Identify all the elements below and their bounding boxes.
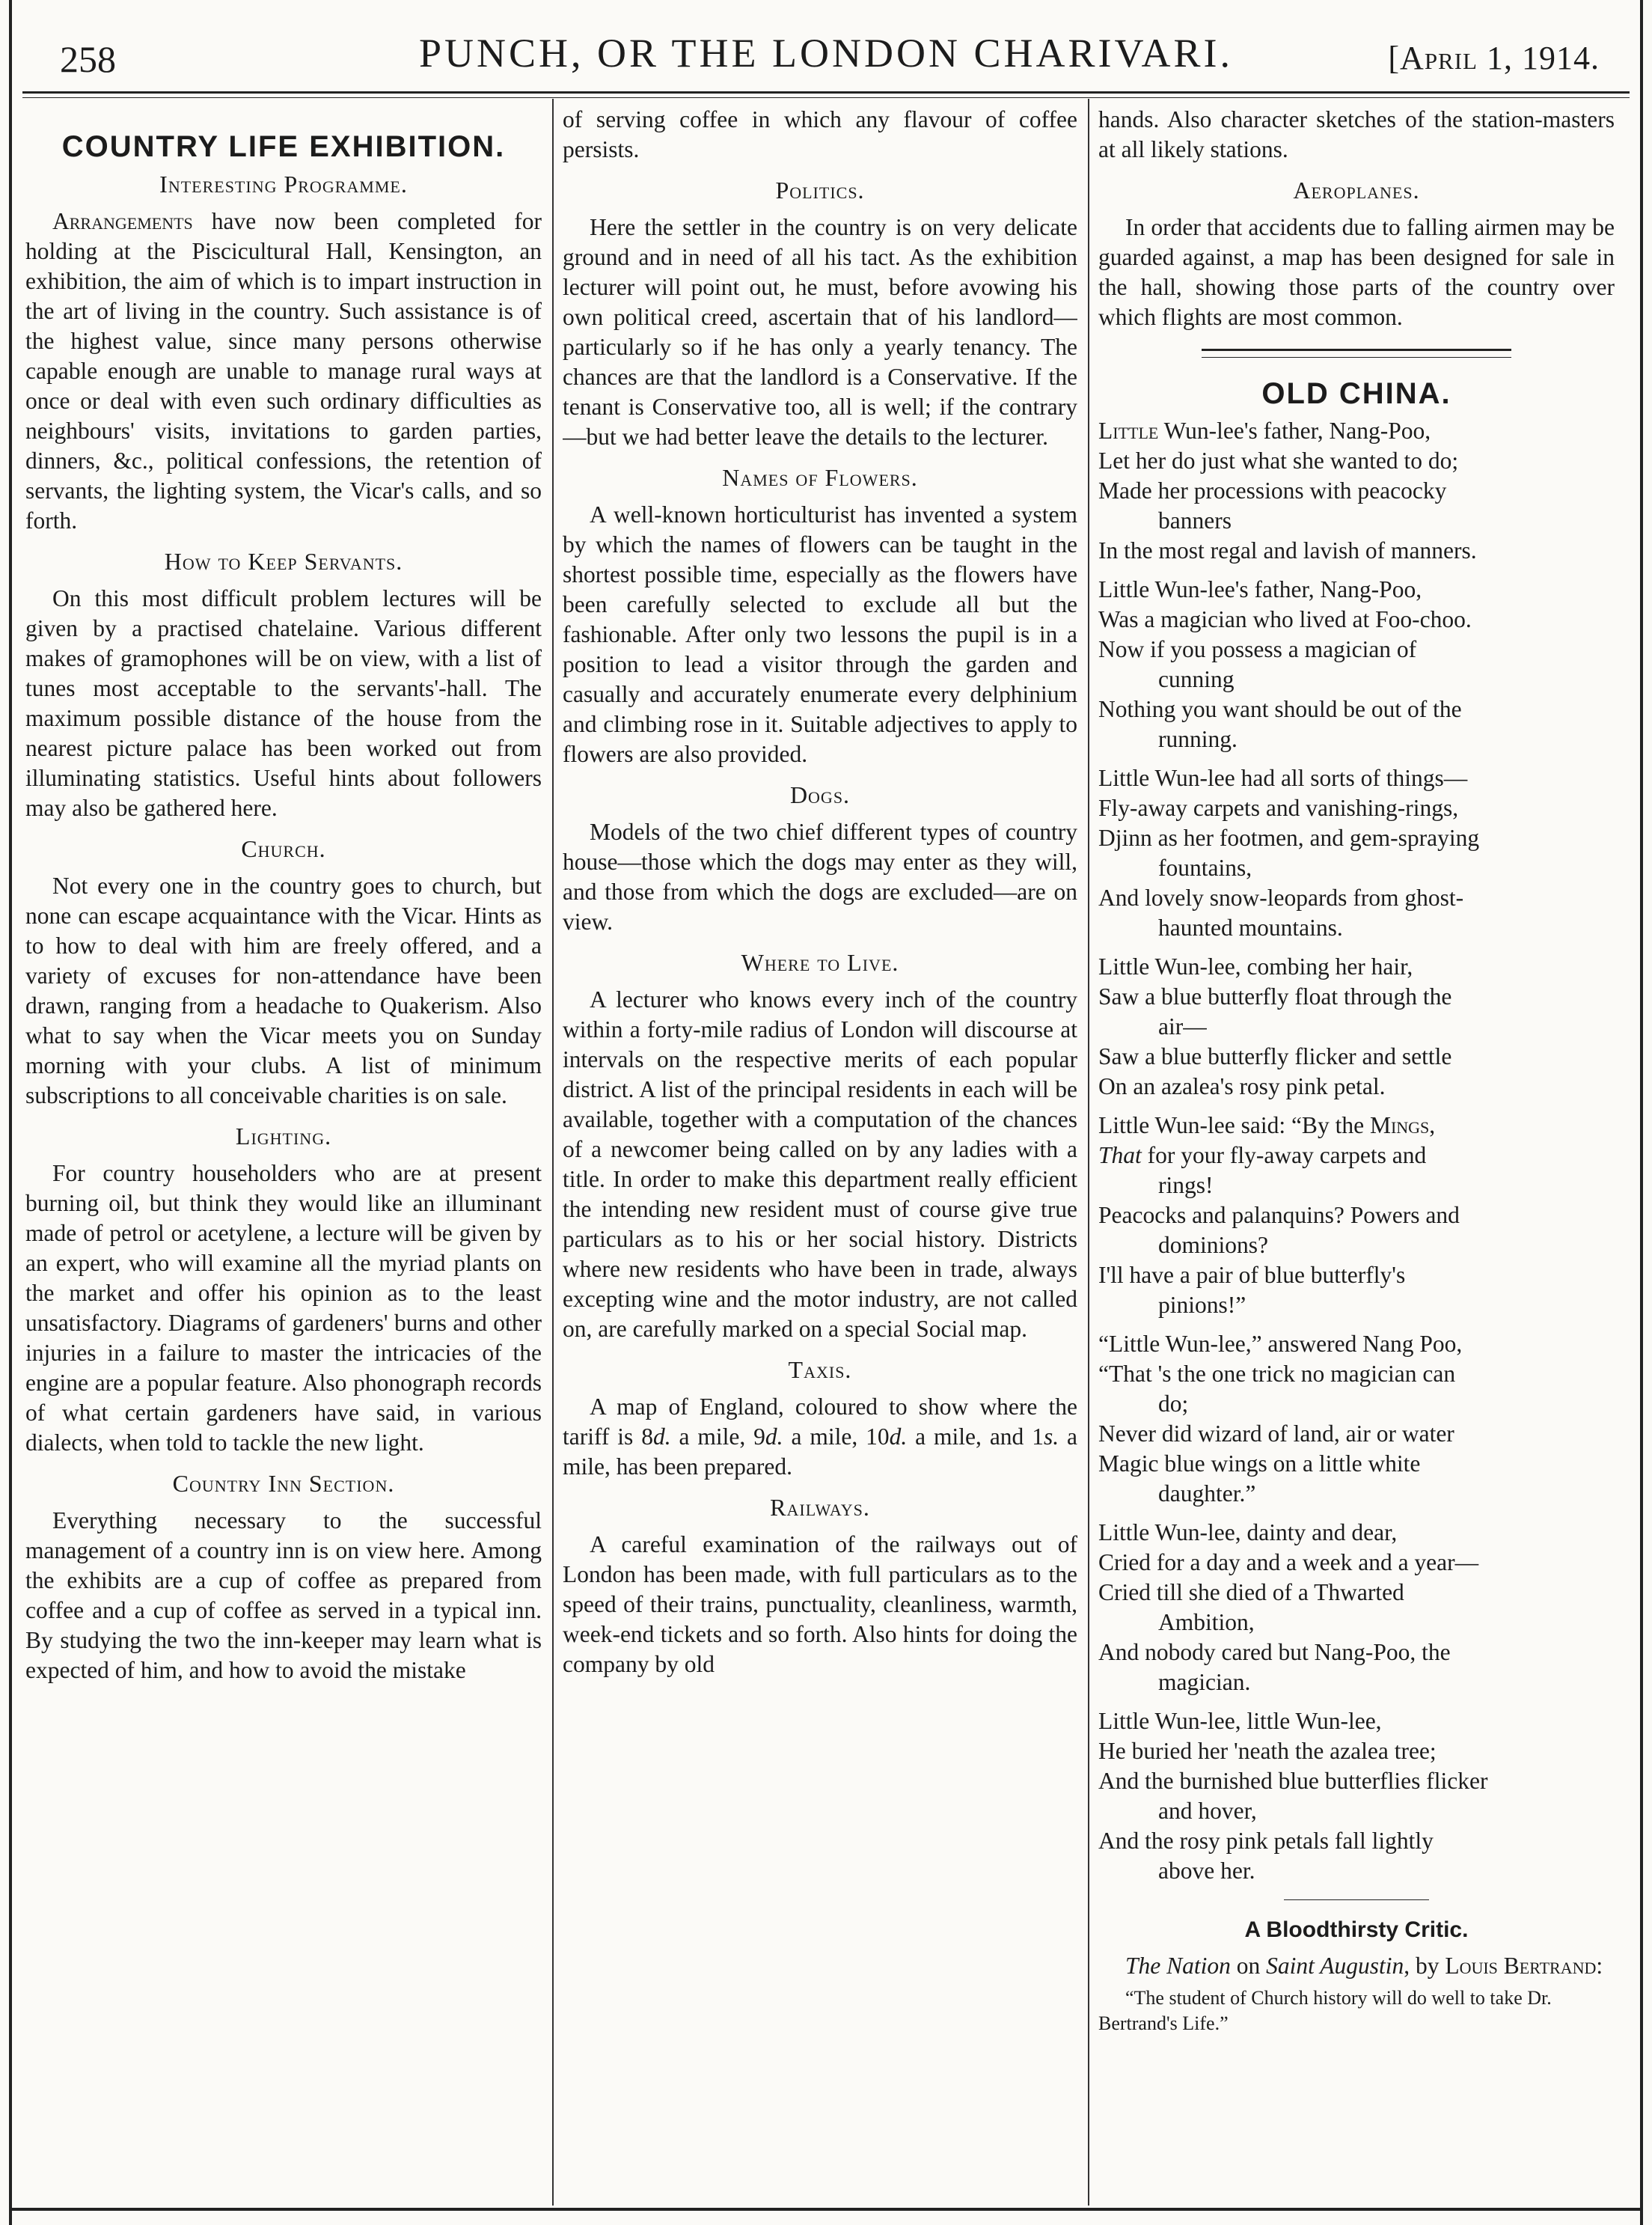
column-3 <box>1098 105 1615 2200</box>
poem-line: Little Wun-lee's father, Nang-Poo, <box>1098 418 1431 444</box>
poem-line: Little Wun-lee, little Wun-lee, <box>1098 1708 1382 1734</box>
article-subtitle: Interesting Programme. <box>159 171 408 198</box>
critic-author: Louis Bertrand <box>1445 1953 1597 1979</box>
poem-line: rings! <box>1158 1172 1214 1198</box>
page-number: 258 <box>60 38 116 80</box>
taxis-text-b: a mile, 9 <box>670 1423 765 1450</box>
poem-line: And the burnished blue butterflies flicker <box>1098 1768 1488 1794</box>
section-heading-flowers: Names of Flowers. <box>722 464 918 491</box>
inn-paragraph-continued: of serving coffee in which any flavour of coffee persists. <box>563 106 1077 162</box>
section-heading-dogs: Dogs. <box>789 781 851 808</box>
poem-stanza-8 <box>1098 1706 1615 1886</box>
page-header <box>22 30 1630 82</box>
poem-line: Djinn as her footmen, and gem-spraying <box>1098 825 1480 851</box>
intro-lead: Arrangements <box>52 208 193 234</box>
poem-line: Let her do just what she wanted to do; <box>1098 448 1459 474</box>
critic-title: A Bloodthirsty Critic. <box>1244 1917 1469 1942</box>
poem-line: “Little Wun-lee,” answered Nang Poo, <box>1098 1331 1463 1357</box>
poem-line: Never did wizard of land, air or water <box>1098 1420 1454 1447</box>
railways-paragraph-continued: hands. Also character sketches of the station-masters at all likely stations. <box>1098 106 1615 162</box>
section-heading-lighting: Lighting. <box>235 1123 332 1150</box>
section-heading-servants: How to Keep Servants. <box>164 548 403 575</box>
poem-stanza-2 <box>1098 575 1615 754</box>
section-heading-church: Church. <box>241 835 326 862</box>
critic-periodical: The Nation <box>1125 1953 1231 1979</box>
poem-line: Magic blue wings on a little white <box>1098 1450 1421 1477</box>
poem-line: Cried till she died of a Thwarted <box>1098 1579 1404 1605</box>
railways-paragraph: A careful examination of the railways out of London has been made, with full particulars as to the speed of their trains, punctuality, cleanliness, warmth, week-end tickets and so forth. Also hints for doing the company by old <box>563 1531 1077 1677</box>
mings-word: Mings <box>1369 1112 1430 1138</box>
section-heading-politics: Politics. <box>775 177 865 204</box>
section-divider-double <box>1202 349 1511 358</box>
section-divider <box>1284 1899 1428 1900</box>
column-2 <box>563 105 1077 2200</box>
poem-line: And the rosy pink petals fall lightly <box>1098 1828 1434 1854</box>
critic-quote: “The student of Church history will do well to take Dr. Bertrand's Life.” <box>1098 1987 1552 2034</box>
poem-line: fountains, <box>1158 855 1252 881</box>
poem-line: air— <box>1158 1013 1207 1040</box>
poem-stanza-4 <box>1098 952 1615 1102</box>
poem-line: “That 's the one trick no magician can <box>1098 1361 1456 1387</box>
aeroplanes-paragraph: In order that accidents due to falling airmen may be guarded against, a map has been designed for sale in the hall, showing those parts of the country over which flights are most common. <box>1098 214 1615 330</box>
page-border-right <box>1640 0 1643 2225</box>
taxis-unit-d1: d. <box>652 1423 671 1450</box>
taxis-text-e: a mile, has been prepared. <box>563 1423 1077 1480</box>
critic-paragraph: The Nation on Saint Augustin, by Louis Bertrand: <box>1125 1953 1603 1979</box>
poem-line: He buried her 'neath the azalea tree; <box>1098 1738 1437 1764</box>
poem-line: Ambition, <box>1158 1609 1255 1635</box>
poem-line: Cried for a day and a week and a year— <box>1098 1549 1479 1575</box>
poem-first-word: Little <box>1098 418 1159 444</box>
poem-line: Little Wun-lee said: “By the Mings, <box>1098 1112 1436 1138</box>
section-heading-aeroplanes: Aeroplanes. <box>1293 177 1420 204</box>
poem-stanza-7 <box>1098 1518 1615 1697</box>
intro-text: have now been completed for holding at the Piscicultural Hall, Kensington, an exhibition, the aim of which is to impart instruction in the art of living in the country. Such assistance is of the highest value, since many persons otherwise capable enough are unable to manage rural ways at once or deal with even such ordinary difficulties as neighbours' visits, invitations to garden parties, dinners, &c., political confessions, the retention of servants, the lighting system, the Vicar's calls, and so forth. <box>25 208 542 534</box>
taxis-text-a: A map of England, coloured to show where the tariff is 8 <box>563 1394 1077 1450</box>
taxis-unit-d2: d. <box>765 1423 783 1450</box>
poem-line: and hover, <box>1158 1798 1257 1824</box>
politics-paragraph: Here the settler in the country is on very delicate ground and in need of all his tact. As the exhibition lecturer will point out, he must, before avowing his own political creed, ascertain that of his landlord—particularly so if he has only a yearly tenancy. The chances are that the landlord is a Conservative. If the tenant is Conservative too, all is well; if the contrary—but we had better leave the details to the lecturer. <box>563 214 1077 450</box>
poem-line: I'll have a pair of blue butterfly's <box>1098 1262 1406 1288</box>
poem-line: And nobody cared but Nang-Poo, the <box>1098 1639 1451 1665</box>
dogs-paragraph: Models of the two chief different types of country house—those which the dogs may enter as they will, and those from which the dogs are excluded—are on view. <box>563 819 1077 935</box>
poem-line: cunning <box>1158 666 1235 692</box>
section-heading-railways: Railways. <box>770 1494 870 1521</box>
intro-paragraph <box>25 207 542 536</box>
article-title: COUNTRY LIFE EXHIBITION. <box>61 130 506 163</box>
section-heading-taxis: Taxis. <box>788 1356 852 1383</box>
taxis-text-c: a mile, 10 <box>783 1423 890 1450</box>
poem-line: Made her processions with peacocky <box>1098 477 1447 504</box>
poem-line: dominions? <box>1158 1232 1268 1258</box>
poem-line: That for your fly-away carpets and <box>1098 1142 1427 1168</box>
masthead: PUNCH, OR THE LONDON CHARIVARI. <box>418 31 1234 76</box>
issue-date: [April 1, 1914. <box>1388 40 1600 76</box>
poem-line: Little Wun-lee, combing her hair, <box>1098 953 1413 980</box>
section-heading-inn: Country Inn Section. <box>172 1470 395 1497</box>
poem-line: haunted mountains. <box>1158 915 1343 941</box>
church-paragraph: Not every one in the country goes to church, but none can escape acquaintance with the Vicar. Hints as to how to deal with him are freely offered, and a variety of excuses for non-attendance have been drawn, ranging from a headache to Quakerism. Also what to say when the Vicar meets you on Sunday morning with your clubs. A list of minimum subscriptions to all conceivable charities is on sale. <box>25 873 542 1108</box>
poem-line: above her. <box>1158 1858 1255 1884</box>
flowers-paragraph: A well-known horticulturist has invented a system by which the names of flowers can be taught in the shortest possible time, especially as the flowers have been carefully selected to exclude all but the fashionable. After only two lessons the pupil is in a position to lead a visitor through the garden and casually and accurately enumerate every delphinium and climbing rose in it. Suitable adjectives to apply to flowers are also provided. <box>563 501 1077 767</box>
poem-line: Nothing you want should be out of the <box>1098 696 1462 722</box>
header-rule-thin <box>22 97 1630 98</box>
poem-line: pinions!” <box>1158 1292 1246 1318</box>
poem-line: Was a magician who lived at Foo-choo. <box>1098 606 1472 632</box>
poem-line: Peacocks and palanquins? Powers and <box>1098 1202 1460 1228</box>
poem-line: Fly-away carpets and vanishing-rings, <box>1098 795 1459 821</box>
poem-stanza-5 <box>1098 1111 1615 1320</box>
poem-line: Now if you possess a magician of <box>1098 636 1417 662</box>
taxis-text-d: a mile, and 1 <box>907 1423 1044 1450</box>
poem-line: On an azalea's rosy pink petal. <box>1098 1073 1386 1099</box>
taxis-paragraph <box>563 1392 1077 1482</box>
that-word: That <box>1098 1142 1142 1168</box>
poem-line: Saw a blue butterfly float through the <box>1098 983 1452 1010</box>
page-border-left <box>9 0 12 2225</box>
poem-line: Little Wun-lee, dainty and dear, <box>1098 1519 1398 1545</box>
poem-title: OLD CHINA. <box>1261 377 1451 410</box>
column-1 <box>25 105 542 2200</box>
poem-line: daughter.” <box>1158 1480 1256 1507</box>
poem-line: And lovely snow-leopards from ghost- <box>1098 885 1464 911</box>
poem-stanza-3 <box>1098 763 1615 943</box>
poem-line: In the most regal and lavish of manners. <box>1098 537 1477 564</box>
poem-line: Saw a blue butterfly flicker and settle <box>1098 1043 1452 1069</box>
lighting-paragraph: For country householders who are at present burning oil, but think they would like an illuminant made of petrol or acetylene, a lecture will be given by an expert, who will examine all the myriad plants on the market and offer his opinion as to the least unsatisfactory. Diagrams of gardeners' burns and other injuries in a failure to master the intricacies of the engine are a popular feature. Also phonograph records of what certain gardeners have said, in various dialects, when told to tackle the new light. <box>25 1160 542 1456</box>
taxis-unit-d3: d. <box>889 1423 908 1450</box>
inn-paragraph: Everything necessary to the successful management of a country inn is on view here. Among the exhibits are a cup of coffee as prepared from coffee and a cup of coffee as served in a typical inn. By studying the two the inn-keeper may learn what is expected of him, and how to avoid the mistake <box>25 1507 542 1683</box>
critic-book-title: Saint Augustin <box>1266 1953 1404 1979</box>
poem-line: do; <box>1158 1391 1189 1417</box>
poem-stanza-1 <box>1098 416 1615 566</box>
section-heading-where-to-live: Where to Live. <box>741 949 899 976</box>
column-divider-1 <box>552 99 554 2206</box>
poem-line: Little Wun-lee had all sorts of things— <box>1098 765 1468 791</box>
poem-line: magician. <box>1158 1669 1251 1695</box>
poem-line: banners <box>1158 507 1232 534</box>
taxis-unit-s: s. <box>1043 1423 1059 1450</box>
page-border-bottom <box>9 2208 1643 2211</box>
column-divider-2 <box>1088 99 1089 2206</box>
where-to-live-paragraph: A lecturer who knows every inch of the country within a forty-mile radius of London will discourse at intervals on the respective merits of each popular district. A list of the principal residents in each will be available, together with a computation of the chances of a newcomer being called on by any ladies with a title. In order to make this department really efficient the intending new resident must of course give true particulars as to his or her social history. Districts where new residents who have been in trade, always excepting wine and the motor industry, are not called on, are carefully marked on a special Social map. <box>563 986 1077 1342</box>
header-rule <box>22 91 1630 94</box>
poem-line: Little Wun-lee's father, Nang-Poo, <box>1098 576 1422 602</box>
servants-paragraph: On this most difficult problem lectures will be given by a practised chatelaine. Various different makes of gramophones will be on view, with a list of tunes most acceptable to the servants'-hall. The maximum possible distance of the house from the nearest picture palace has been worked out from illuminating statistics. Useful hints about followers may also be gathered here. <box>25 585 542 821</box>
poem-line: running. <box>1158 726 1238 752</box>
poem-stanza-6 <box>1098 1329 1615 1509</box>
